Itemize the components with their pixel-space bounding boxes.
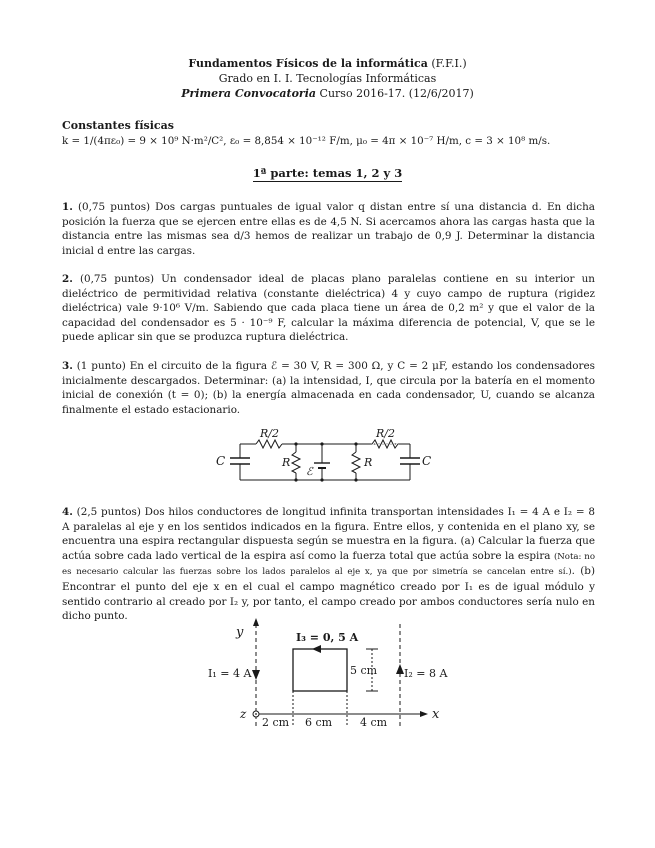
label-r2-right: R/2 bbox=[376, 427, 395, 440]
loop-rectangle bbox=[293, 649, 347, 691]
distance-1-label: 2 cm bbox=[262, 716, 290, 729]
axis-x-label: x bbox=[432, 707, 440, 722]
section-title bbox=[0, 166, 655, 180]
question-3 bbox=[62, 359, 595, 417]
distance-2-label: 6 cm bbox=[305, 716, 333, 729]
height-label: 5 cm bbox=[350, 664, 378, 677]
circuit-diagram bbox=[210, 424, 440, 489]
label-r-right: R bbox=[364, 456, 373, 469]
question-text: (2,5 puntos) Dos hilos conductores de longitud infinita transportan intensidades I₁ = 4 A e I₂ = 8 A paralelas al eje y en los sentidos indicados en la figura. Entre ellos, y contenida en el plano xy, se encuentra una espira rectangular dispuesta según se muestra en la figura. (a) Calcular la fuerza que actúa sobre cada lado vertical de la espira así como la fuerza total que actúa sobre la espira bbox=[62, 506, 595, 562]
call-name: Primera Convocatoria bbox=[181, 87, 317, 100]
question-number: 1. bbox=[62, 201, 73, 213]
label-c-left: C bbox=[216, 454, 226, 468]
wires-diagram bbox=[200, 614, 450, 734]
question-text: (0,75 puntos) Un condensador ideal de placas plano paralelas contiene en su interior un dieléctrico de permitividad relativa (constante dieléctrica) 4 y cuyo campo de ruptura (rigidez dieléctrica) vale 9·10⁶ V/m. Sabiendo que cada placa tiene un área de 0,2 m² y que el valor de la capacidad del condensador es 5 · 10⁻⁹ F, calcular la máxima diferencia de potencial, V, que se le puede aplicar sin que se produzca ruptura dieléctrica. bbox=[62, 273, 595, 344]
i2-label: I₂ = 8 A bbox=[404, 667, 448, 680]
question-text: (0,75 puntos) Dos cargas puntuales de igual valor q distan entre sí una distancia d. En dicha posición la fuerza que se ejercen entre ellas es de 4,5 N. Si acercamos ahora las cargas hasta que la distancia entre las mismas sea d/3 hemos de realizar un trabajo de 0,9 J. Determinar la distancia inicial d entre las cargas. bbox=[62, 201, 595, 257]
i2-arrow-icon bbox=[396, 664, 404, 674]
question-text: (1 punto) En el circuito de la figura ℰ = 30 V, R = 300 Ω, y C = 2 μF, estando los condensadores inicialmente descargados. Determinar: (a) la intensidad, I, que circula por la batería en el momento inicial de conexión (t = 0); (b) la energía almacenada en cada condensador, U, cuando se alcanza finalmente el estado estacionario. bbox=[62, 360, 595, 416]
label-r-left: R bbox=[282, 456, 291, 469]
question-number: 4. bbox=[62, 506, 73, 518]
course-abbr: (F.F.I.) bbox=[431, 57, 467, 70]
label-c-right: C bbox=[422, 454, 432, 468]
course-title-line bbox=[0, 56, 655, 71]
call-line bbox=[0, 86, 655, 101]
section-title-text: 1ª parte: temas 1, 2 y 3 bbox=[252, 166, 403, 180]
distance-3-label: 4 cm bbox=[360, 716, 388, 729]
course-title: Fundamentos Físicos de la informática bbox=[188, 57, 428, 70]
question-note: (Nota: no es necesario calcular las fuerzas sobre los lados paralelos al eje x, ya que por simetría se cancelan entre sí.) bbox=[62, 551, 596, 578]
label-r2-left: R/2 bbox=[260, 427, 279, 440]
i1-arrow-icon bbox=[252, 670, 260, 680]
constants-line: k = 1/(4πε₀) = 9 × 10⁹ N·m²/C², ε₀ = 8,854 × 10⁻¹² F/m, μ₀ = 4π × 10⁻⁷ H/m, c = 3 × 10⁸ m/s. bbox=[62, 135, 551, 147]
resistor-r2-left bbox=[256, 440, 282, 448]
label-emf: ℰ bbox=[306, 465, 313, 478]
question-4 bbox=[62, 505, 595, 624]
axis-z-label: z bbox=[240, 707, 247, 721]
i1-label: I₁ = 4 A bbox=[208, 667, 252, 680]
question-number: 2. bbox=[62, 273, 73, 285]
course-year: Curso 2016-17. (12/6/2017) bbox=[319, 87, 474, 100]
question-text-2: . (b) Encontrar el punto del eje x en el cual el campo magnético creado por I₁ es de igual módulo y sentido contrario al creado por I₂ y, por tanto, el campo creado por ambos conductores sería nulo en dicho punto. bbox=[62, 565, 595, 623]
i3-arrow-icon bbox=[312, 645, 321, 653]
resistor-r-right bbox=[352, 452, 360, 473]
question-1 bbox=[62, 200, 595, 258]
resistor-r-left bbox=[292, 452, 300, 473]
degree-line: Grado en I. I. Tecnologías Informáticas bbox=[218, 72, 437, 85]
question-number: 3. bbox=[62, 360, 73, 372]
constants-heading: Constantes físicas bbox=[62, 119, 174, 132]
question-2 bbox=[62, 272, 595, 345]
i3-label: I₃ = 0, 5 A bbox=[296, 631, 359, 644]
axis-y-label: y bbox=[236, 625, 244, 640]
